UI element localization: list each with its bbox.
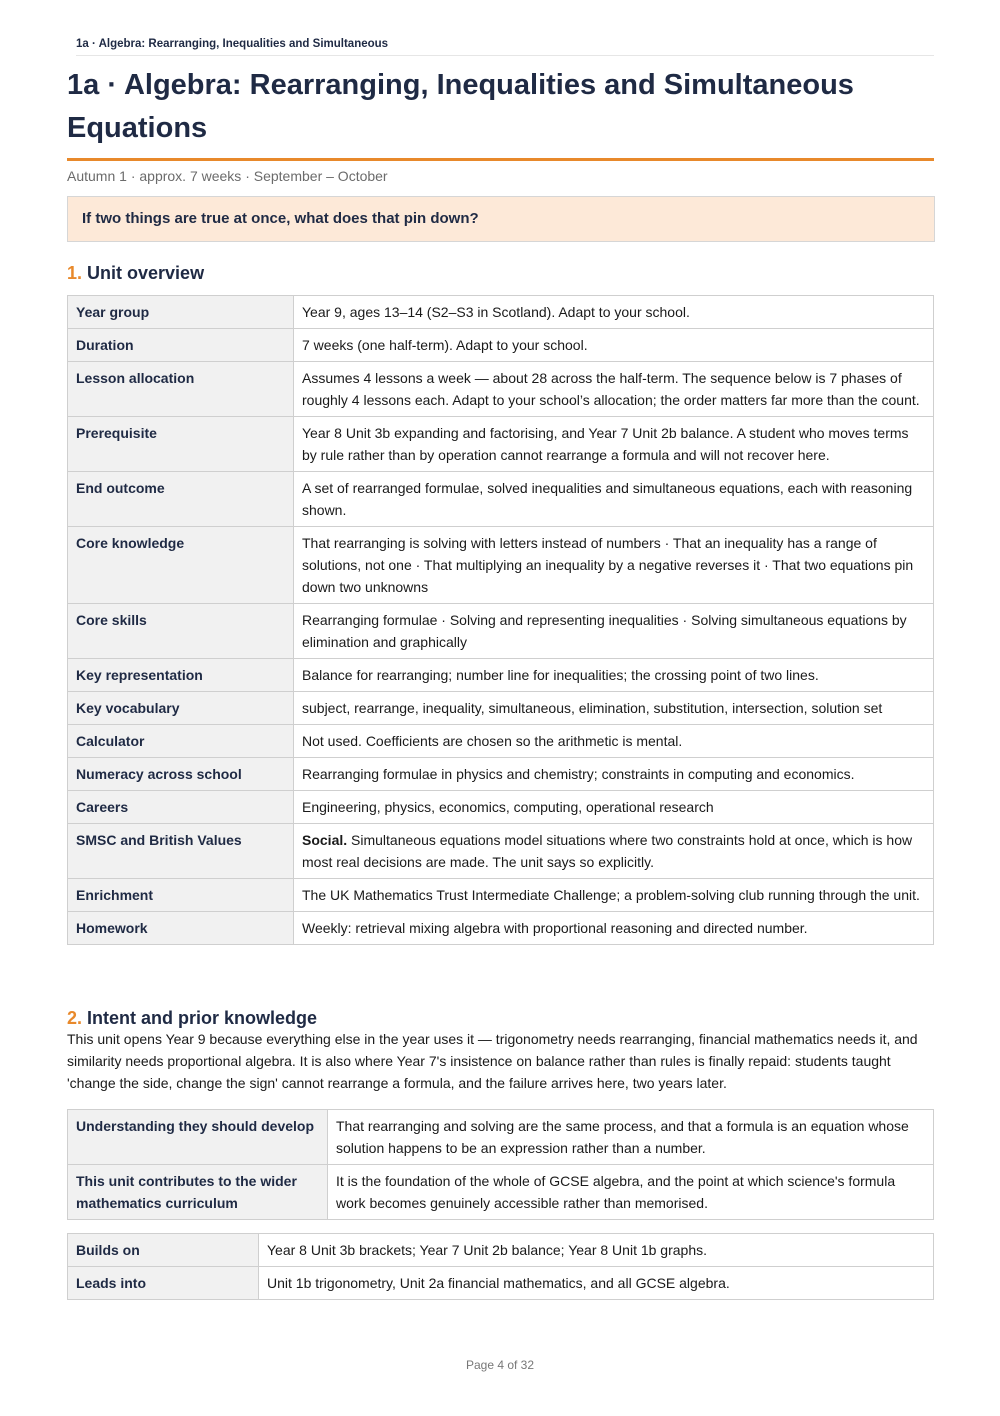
row-label: Homework	[68, 912, 294, 945]
row-value: Year 9, ages 13–14 (S2–S3 in Scotland). Adapt to your school.	[294, 296, 934, 329]
section-title: Intent and prior knowledge	[87, 1008, 318, 1028]
row-value: 7 weeks (one half-term). Adapt to your school.	[294, 329, 934, 362]
section-heading-unit-overview	[67, 263, 204, 284]
row-label: Core knowledge	[68, 527, 294, 604]
section-number: 1.	[67, 263, 83, 283]
row-label: Prerequisite	[68, 417, 294, 472]
table-row	[68, 791, 934, 824]
section-heading-intent	[67, 1008, 317, 1029]
row-value: Balance for rearranging; number line for inequalities; the crossing point of two lines.	[294, 659, 934, 692]
row-label: Enrichment	[68, 879, 294, 912]
row-label: Core skills	[68, 604, 294, 659]
row-value: The UK Mathematics Trust Intermediate Challenge; a problem-solving club running through the unit.	[294, 879, 934, 912]
table-row	[68, 824, 934, 879]
row-label: Key representation	[68, 659, 294, 692]
row-value: That rearranging and solving are the same process, and that a formula is an equation whose solution happens to be an expression rather than a number.	[328, 1110, 934, 1165]
table-row	[68, 912, 934, 945]
row-value: Year 8 Unit 3b expanding and factorising, and Year 7 Unit 2b balance. A student who moves terms by rule rather than by operation cannot rearrange a formula and will not recover here.	[294, 417, 934, 472]
term-subtitle: Autumn 1 · approx. 7 weeks · September – October	[67, 168, 388, 184]
row-value: Engineering, physics, economics, computing, operational research	[294, 791, 934, 824]
row-label: Duration	[68, 329, 294, 362]
row-label: Careers	[68, 791, 294, 824]
row-label: Lesson allocation	[68, 362, 294, 417]
row-label: Numeracy across school	[68, 758, 294, 791]
row-value-text: Simultaneous equations model situations where two constraints hold at once, which is how most real decisions are made. The unit says so explicitly.	[302, 832, 913, 870]
row-value: Unit 1b trigonometry, Unit 2a financial mathematics, and all GCSE algebra.	[259, 1267, 934, 1300]
row-value: A set of rearranged formulae, solved inequalities and simultaneous equations, each with reasoning shown.	[294, 472, 934, 527]
row-value: Rearranging formulae in physics and chemistry; constraints in computing and economics.	[294, 758, 934, 791]
table-row	[68, 417, 934, 472]
row-value: Year 8 Unit 3b brackets; Year 7 Unit 2b balance; Year 8 Unit 1b graphs.	[259, 1234, 934, 1267]
running-header: 1a · Algebra: Rearranging, Inequalities and Simultaneous	[76, 38, 934, 56]
row-label: End outcome	[68, 472, 294, 527]
table-row	[68, 879, 934, 912]
row-value: Rearranging formulae · Solving and representing inequalities · Solving simultaneous equations by elimination and graphically	[294, 604, 934, 659]
table-row	[68, 296, 934, 329]
row-value: That rearranging is solving with letters instead of numbers · That an inequality has a range of solutions, not one · That multiplying an inequality by a negative reverses it · That two equations pin down two unknowns	[294, 527, 934, 604]
table-row	[68, 472, 934, 527]
row-value: It is the foundation of the whole of GCSE algebra, and the point at which science's formula work becomes genuinely accessible rather than memorised.	[328, 1165, 934, 1220]
table-row	[68, 1234, 934, 1267]
row-value-emphasis: Social.	[302, 832, 348, 848]
table-row	[68, 1165, 934, 1220]
table-row	[68, 604, 934, 659]
row-label: Understanding they should develop	[68, 1110, 328, 1165]
table-row	[68, 725, 934, 758]
row-label: Key vocabulary	[68, 692, 294, 725]
unit-overview-table	[67, 295, 934, 945]
row-value: subject, rearrange, inequality, simultaneous, elimination, substitution, intersection, solution set	[294, 692, 934, 725]
row-label: Year group	[68, 296, 294, 329]
page-title: 1a · Algebra: Rearranging, Inequalities and Simultaneous Equations	[67, 64, 934, 161]
table-row	[68, 329, 934, 362]
section-title: Unit overview	[87, 263, 205, 283]
table-row	[68, 758, 934, 791]
key-question-box: If two things are true at once, what does that pin down?	[67, 196, 935, 242]
row-value: Not used. Coefficients are chosen so the arithmetic is mental.	[294, 725, 934, 758]
table-row	[68, 527, 934, 604]
table-row	[68, 1267, 934, 1300]
row-value: Assumes 4 lessons a week — about 28 across the half-term. The sequence below is 7 phases of roughly 4 lessons each. Adapt to your school’s allocation; the order matters far more than the count.	[294, 362, 934, 417]
table-row	[68, 362, 934, 417]
row-label: Leads into	[68, 1267, 259, 1300]
row-label: Builds on	[68, 1234, 259, 1267]
intent-table	[67, 1109, 934, 1220]
intent-paragraph: This unit opens Year 9 because everything else in the year uses it — trigonometry needs rearranging, financial mathematics needs it, and similarity needs proportional algebra. It is also where Year 7's insistence on balance rather than rules is finally repaid: students taught 'change the side, change the sign' cannot rearrange a formula, and the failure arrives here, two years later.	[67, 1031, 918, 1091]
section-number: 2.	[67, 1008, 83, 1028]
row-label: SMSC and British Values	[68, 824, 294, 879]
row-label: Calculator	[68, 725, 294, 758]
row-value	[294, 824, 934, 879]
row-label: This unit contributes to the wider mathematics curriculum	[68, 1165, 328, 1220]
progression-table	[67, 1233, 934, 1300]
page-number: Page 4 of 32	[465, 1358, 535, 1372]
row-value: Weekly: retrieval mixing algebra with proportional reasoning and directed number.	[294, 912, 934, 945]
table-row	[68, 1110, 934, 1165]
table-row	[68, 692, 934, 725]
table-row	[68, 659, 934, 692]
